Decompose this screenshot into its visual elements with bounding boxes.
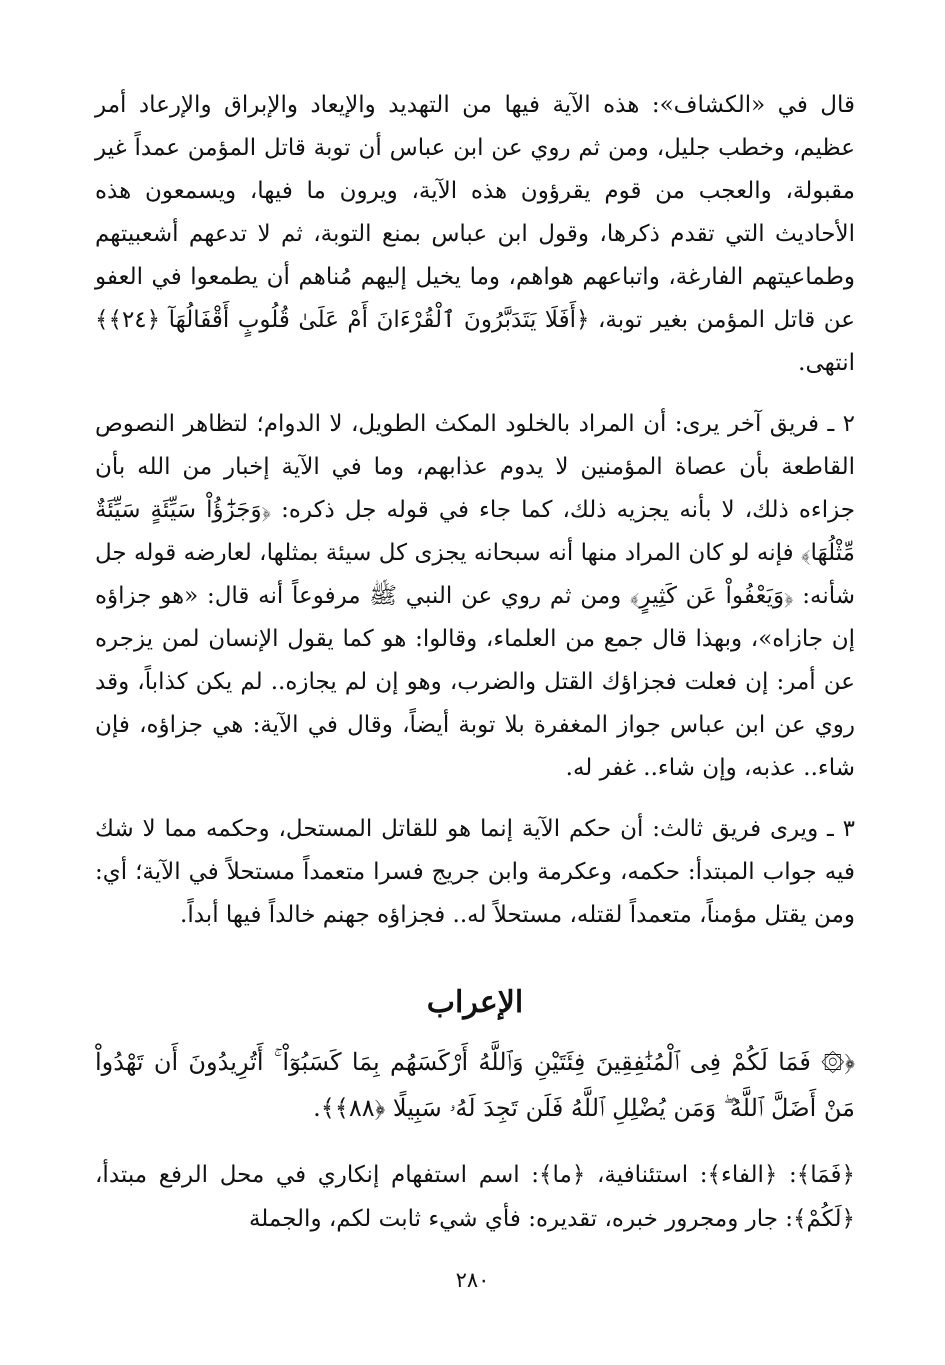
paragraph-second-group: ٢ ـ فريق آخر يرى: أن المراد بالخلود المكث الطويل، لا الدوام؛ لتظاهر النصوص القاطعة بأن عصاة المؤمنين لا يدوم عذابهم، وما في الآية إخبار من الله بأن جزاءه ذلك، لا بأنه يجزيه ذلك، كما جاء في قوله جل ذكره: ﴿وَجَزَٰٓؤُاْ سَيِّئَةٍ سَيِّئَةٌ مِّثْلُهَا﴾ فإنه لو كان المراد منها أنه سبحانه يجزى كل سيئة بمثلها، لعارضه قوله جل شأنه: ﴿وَيَعْفُواْ عَن كَثِيرٍ﴾ ومن ثم روي عن النبي ﷺ مرفوعاً أنه قال: «هو جزاؤه إن جازاه»، وبهذا قال جمع من العلماء، وقالوا: هو كما يقول الإنسان لمن يزجره عن أمر: إن فعلت فجزاؤك القتل والضرب، وهو إن لم يجازه.. لم يكن كذاباً، وقد روي عن ابن عباس جواز المغفرة بلا توبة أيضاً، وقال في الآية: هي جزاؤه، فإن شاء.. عذبه، وإن شاء.. غفر له. xyxy=(95,411,855,781)
section-heading: الإعراب xyxy=(426,985,524,1020)
page-body xyxy=(95,84,855,1241)
quran-verse: ﴿۞ فَمَا لَكُمْ فِى ٱلْمُنَٰفِقِينَ فِئَتَيْنِ وَٱللَّهُ أَرْكَسَهُم بِمَا كَسَبُوٓاْ ۚ أَتُرِيدُونَ أَن تَهْدُواْ مَنْ أَضَلَّ ٱللَّهُ ۖ وَمَن يُضْلِلِ ٱللَّهُ فَلَن تَجِدَ لَهُۥ سَبِيلًا ﴿٨٨﴾﴾. xyxy=(95,1048,855,1122)
irab-paragraph: ﴿فَمَا﴾: ﴿الفاء﴾: استئنافية، ﴿ما﴾: اسم استفهام إنكاري في محل الرفع مبتدأ، ﴿لَكُمْ﴾: جار ومجرور خبره، تقديره: فأي شيء ثابت لكم، والجملة xyxy=(95,1162,855,1232)
paragraph-third-group: ٣ ـ ويرى فريق ثالث: أن حكم الآية إنما هو للقاتل المستحل، وحكمه مما لا شك فيه جواب المبتدأ: حكمه، وعكرمة وابن جريج فسرا متعمداً مستحلاً في الآية؛ أي: ومن يقتل مؤمناً، متعمداً لقتله، مستحلاً له.. فجزاؤه جهنم خالداً فيها أبداً. xyxy=(95,816,855,928)
page-number: ٢٨٠ xyxy=(455,1268,490,1292)
paragraph-kashshaf-quote: قال في «الكشاف»: هذه الآية فيها من التهديد والإيعاد والإبراق والإرعاد أمر عظيم، وخطب جليل، ومن ثم روي عن ابن عباس أن توبة قاتل المؤمن عمداً غير مقبولة، والعجب من قوم يقرؤون هذه الآية، ويرون ما فيها، ويسمعون هذه الأحاديث التي تقدم ذكرها، وقول ابن عباس بمنع التوبة، ثم لا تدعهم أشعبيتهم وطماعيتهم الفارغة، واتباعهم هواهم، وما يخيل إليهم مُناهم أن يطمعوا في العفو عن قاتل المؤمن بغير توبة، ﴿أَفَلَا يَتَدَبَّرُونَ ٱلْقُرْءَانَ أَمْ عَلَىٰ قُلُوبٍ أَقْفَالُهَآ ﴿٢٤﴾﴾ انتهى. xyxy=(95,92,855,376)
